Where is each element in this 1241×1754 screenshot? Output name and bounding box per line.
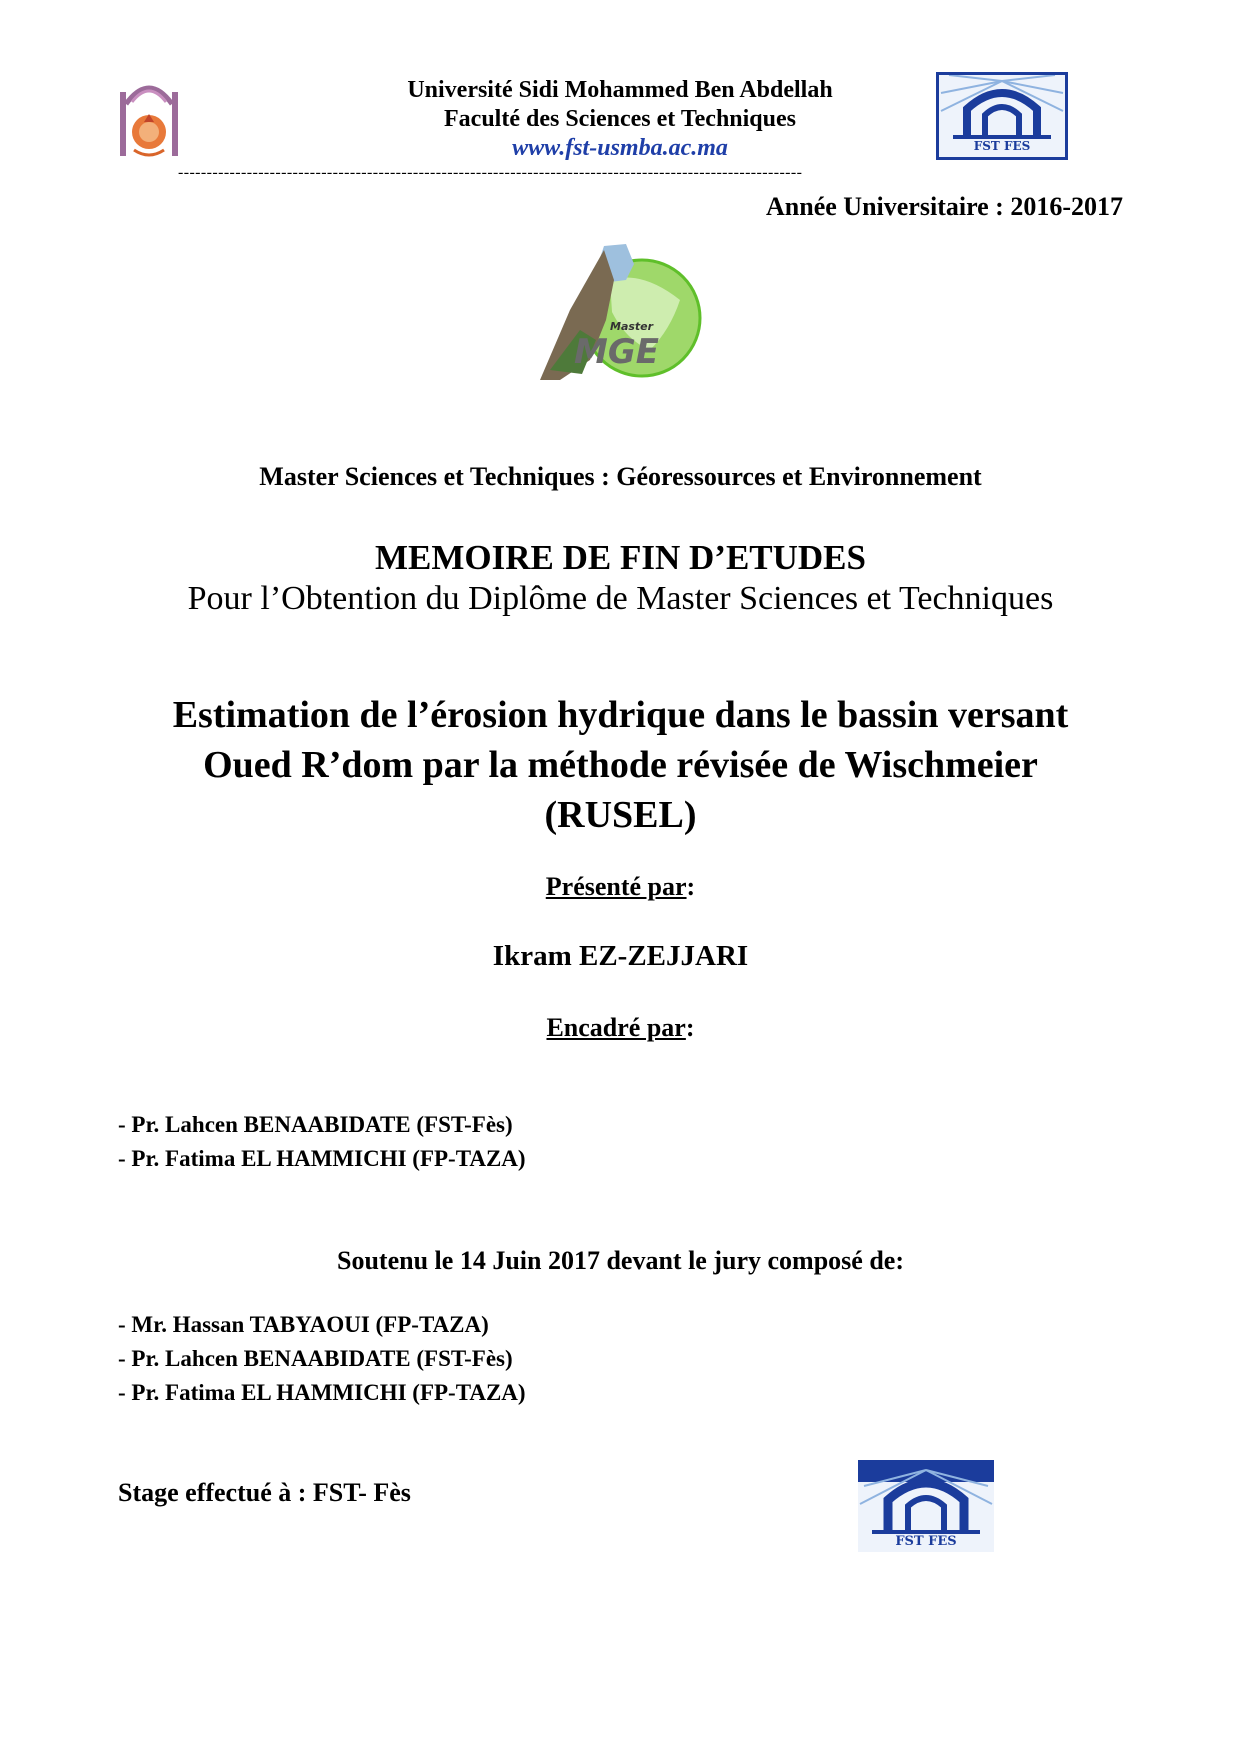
- jury-member: - Pr. Lahcen BENAABIDATE (FST-Fès): [118, 1346, 513, 1371]
- university-crest-logo: [118, 74, 180, 162]
- faculty-name: Faculté des Sciences et Techniques: [444, 106, 796, 132]
- mge-logo-big: MGE: [574, 332, 659, 372]
- supervised-by-colon: :: [685, 1013, 695, 1042]
- supervisor-item: - Pr. Lahcen BENAABIDATE (FST-Fès): [118, 1112, 513, 1137]
- master-mge-logo: [530, 240, 710, 390]
- fst-logo-text: FST FES: [973, 139, 1031, 153]
- jury-member: - Pr. Fatima EL HAMMICHI (FP-TAZA): [118, 1380, 526, 1405]
- presented-by-label: [0, 872, 1241, 902]
- header-institution: [330, 76, 910, 163]
- memoire-title: MEMOIRE DE FIN D’ETUDES: [374, 538, 866, 577]
- defense-date-line: Soutenu le 14 Juin 2017 devant le jury composé de:: [337, 1246, 904, 1275]
- academic-year: Année Universitaire : 2016-2017: [766, 192, 1123, 221]
- jury-list: [118, 1308, 526, 1410]
- thesis-title-line-3: (RUSEL): [544, 794, 697, 836]
- jury-member: - Mr. Hassan TABYAOUI (FP-TAZA): [118, 1312, 489, 1337]
- supervisor-list: [118, 1108, 526, 1176]
- fst-fes-logo-bottom: [858, 1460, 994, 1552]
- presented-by-colon: :: [686, 872, 696, 901]
- fst-fes-logo: [936, 72, 1068, 160]
- master-program-line: Master Sciences et Techniques : Géoressources et Environnement: [259, 462, 982, 491]
- supervisor-item: - Pr. Fatima EL HAMMICHI (FP-TAZA): [118, 1146, 526, 1171]
- internship-location: Stage effectué à : FST- Fès: [118, 1478, 411, 1507]
- thesis-title: [100, 690, 1141, 840]
- fst-logo-bottom-text: FST FES: [895, 1534, 957, 1549]
- supervised-by-text: Encadré par: [546, 1013, 686, 1042]
- website-link[interactable]: www.fst-usmba.ac.ma: [512, 135, 728, 161]
- thesis-title-line-1: Estimation de l’érosion hydrique dans le bassin versant: [172, 694, 1069, 736]
- university-name: Université Sidi Mohammed Ben Abdellah: [407, 77, 833, 103]
- presented-by-text: Présenté par: [545, 872, 687, 901]
- supervised-by-label: [0, 1013, 1241, 1043]
- mge-logo-small: Master: [610, 320, 654, 333]
- memoire-subtitle: Pour l’Obtention du Diplôme de Master Sciences et Techniques: [187, 580, 1054, 617]
- header-separator: -------------------------------------------------------------------------------------------------------------: [178, 164, 803, 181]
- author-name: Ikram EZ-ZEJJARI: [492, 940, 749, 972]
- thesis-title-line-2: Oued R’dom par la méthode révisée de Wischmeier: [203, 744, 1038, 786]
